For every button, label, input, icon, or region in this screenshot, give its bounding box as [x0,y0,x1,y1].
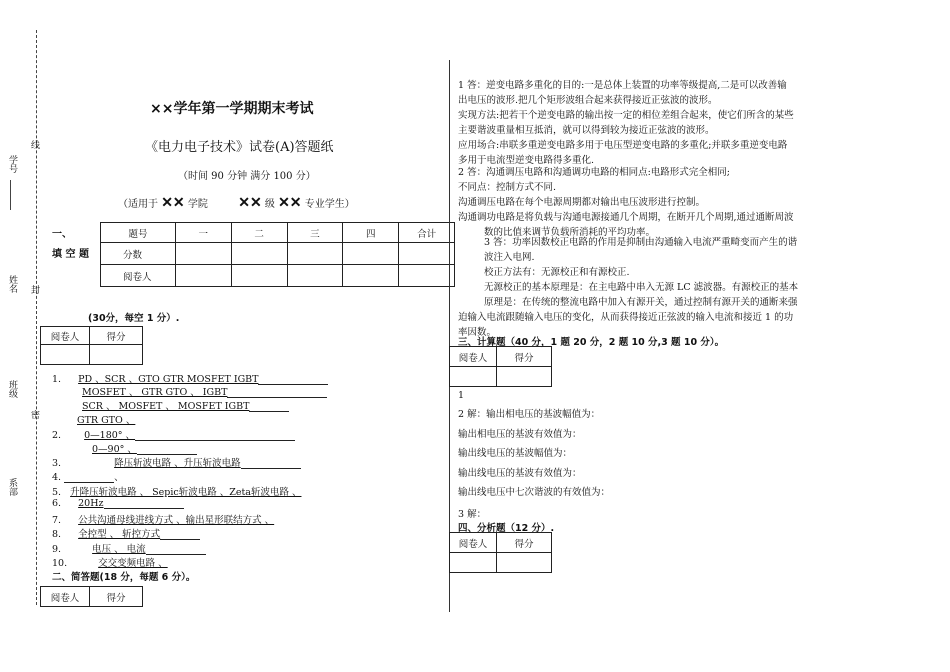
score-box-label: 得分 [90,587,143,607]
score-header: 四 [343,223,399,243]
secret-mark: 密 [29,410,39,419]
grader-box-4 [449,532,552,573]
answer-line: 10. 交交变频电路 、 [52,558,168,569]
major-label: 专业学生） [304,199,355,210]
score-box-label: 得分 [497,347,552,367]
department-label: 系部 [7,478,17,496]
seal-mark: 封 [29,285,39,294]
score-header: 二 [231,223,287,243]
grader-box-2 [40,586,143,607]
grader-box-label: 阅卷人 [450,347,497,367]
binding-line [36,30,37,605]
answer-line: 3. 降压斩波电路 、升压斩波电路 [52,455,301,469]
answer-q2: 2 答：沟通调压电路和沟通调功电路的相同点:电路形式完全相同; 不同点：控制方式不同. 沟通调压电路在每个电源周期都对输出电压波形进行控制。 沟通调功电路是将负载与沟通电源接通几个周期，在断开几个周期,通过通断周波 数的比值来调节负载所消耗的平均功率。 [458,167,794,238]
section-two-title: 二、简答题(18 分，每题 6 分）。 [52,572,196,583]
time-note: （时间 90 分钟 满分 100 分） [178,171,316,182]
score-cell[interactable] [175,243,231,265]
score-cell[interactable] [343,243,399,265]
score-box-cell[interactable] [497,553,552,573]
answer-line: 4. 、 [52,472,124,483]
answer-line: GTR GTO 、 [77,415,136,426]
score-header: 一 [175,223,231,243]
section-one-points: (30分，每空 1 分）. [88,313,180,324]
school-blank: ✕✕ [161,195,185,211]
grader-cell[interactable] [175,265,231,287]
section-one-number: 一、 [52,229,72,240]
applicable-line [118,195,355,211]
line-mark: 线 [29,140,39,149]
answer-q3: 3 答：功率因数校正电路的作用是抑制由沟通输入电流严重畸变而产生的谐 波注入电网. 校正方法有：无源校正和有源校正. 无源校正的基本原理是：在主电路中串入无源 LC 滤波器。有源校正的基本 原理是：在传统的整流电路中加入有源开关，通过控制有源开关的通断来强 迫输入电流跟随输入电压的变化，从而获得接近正弦波的输入电流和接近 1 的功 率因数。 [458,237,799,338]
grade-label: 级 [264,199,275,210]
grader-box-label: 阅卷人 [41,587,90,607]
answer-line: SCR 、 MOSFET 、 MOSFET IGBT [52,398,289,412]
score-box-cell[interactable] [497,367,552,387]
grader-cell[interactable] [231,265,287,287]
student-id-blank [10,180,11,210]
grader-cell[interactable] [343,265,399,287]
answer-line: 8. 全控型 、 斩控方式 [52,526,200,540]
grader-box-cell[interactable] [450,553,497,573]
student-id-label: 学号 [7,155,17,173]
score-header: 合计 [399,223,455,243]
calc-2: 2 解：输出相电压的基波幅值为： 输出相电压的基波有效值为： 输出线电压的基波幅值为： 输出线电压的基波有效值为： 输出线电压中七次谐波的有效值为： [458,409,611,498]
score-cell[interactable] [287,243,343,265]
score-header: 题号 [101,223,176,243]
applicable-label: （适用于 [118,199,158,210]
grader-cell[interactable] [287,265,343,287]
answer-line: 2. 0—180° 、 [52,427,295,441]
grader-box-3 [449,346,552,387]
calc-1: 1 [458,390,465,401]
grader-box-label: 阅卷人 [450,533,497,553]
grader-row-label: 阅卷人 [101,265,176,287]
section-one-title: 填 空 题 [52,249,89,260]
calc-3: 3 解： [458,509,487,520]
grader-box-label: 阅卷人 [41,327,90,345]
grader-box-1 [40,326,143,365]
paper-subtitle: 《电力电子技术》试卷(A)答题纸 [145,140,334,155]
score-table [100,222,455,287]
major-blank: ✕✕ [278,195,302,211]
answer-line: 5. 升降压斩波电路 、 Sepic斩波电路 、Zeta斩波电路 、 [52,487,302,498]
name-label: 姓名 [7,275,17,293]
answer-line: 6. 20Hz [52,498,184,509]
score-header: 三 [287,223,343,243]
exam-title: ××学年第一学期期末考试 [150,101,314,117]
score-row-label: 分数 [101,243,176,265]
column-divider [449,60,450,612]
score-box-label: 得分 [90,327,143,345]
school-label: 学院 [187,199,208,210]
class-label: 班级 [7,380,17,398]
answer-line: 7. 公共沟通母线进线方式 、输出星形联结方式 、 [52,515,275,526]
score-box-label: 得分 [497,533,552,553]
answer-line: 9. 电压 、 电流 [52,541,206,555]
grader-box-cell[interactable] [41,345,90,365]
score-cell[interactable] [399,243,455,265]
answer-q1: 1 答：逆变电路多重化的目的:一是总体上装置的功率等级提高,二是可以改善输 出电压的波形.把几个矩形波组合起来获得接近正弦波的波形。 实现方法:把若干个逆变电路的输出按一定的相位差组合起来，使它们所含的某些 主要谐波重量相互抵消，就可以得到较为接近正弦波的波形。 应用场合:串联多重逆变电路多用于电压型逆变电路的多重化;并联多重逆变电路 多用于电流型逆变电路得多重化. [458,80,794,166]
answer-line: 0—90° 、 [52,441,197,455]
answer-line: 1. PD 、SCR 、GTO GTR MOSFET IGBT [52,371,328,385]
grader-cell[interactable] [399,265,455,287]
section-four-title: 四、分析题（12 分）. [458,523,555,534]
section-three-title: 三、计算题（40 分，1 题 20 分，2 题 10 分,3 题 10 分）。 [458,337,725,348]
score-cell[interactable] [231,243,287,265]
score-box-cell[interactable] [90,345,143,365]
answer-line: MOSFET 、 GTR GTO 、 IGBT [52,384,327,398]
grader-box-cell[interactable] [450,367,497,387]
grade-blank: ✕✕ [238,195,262,211]
